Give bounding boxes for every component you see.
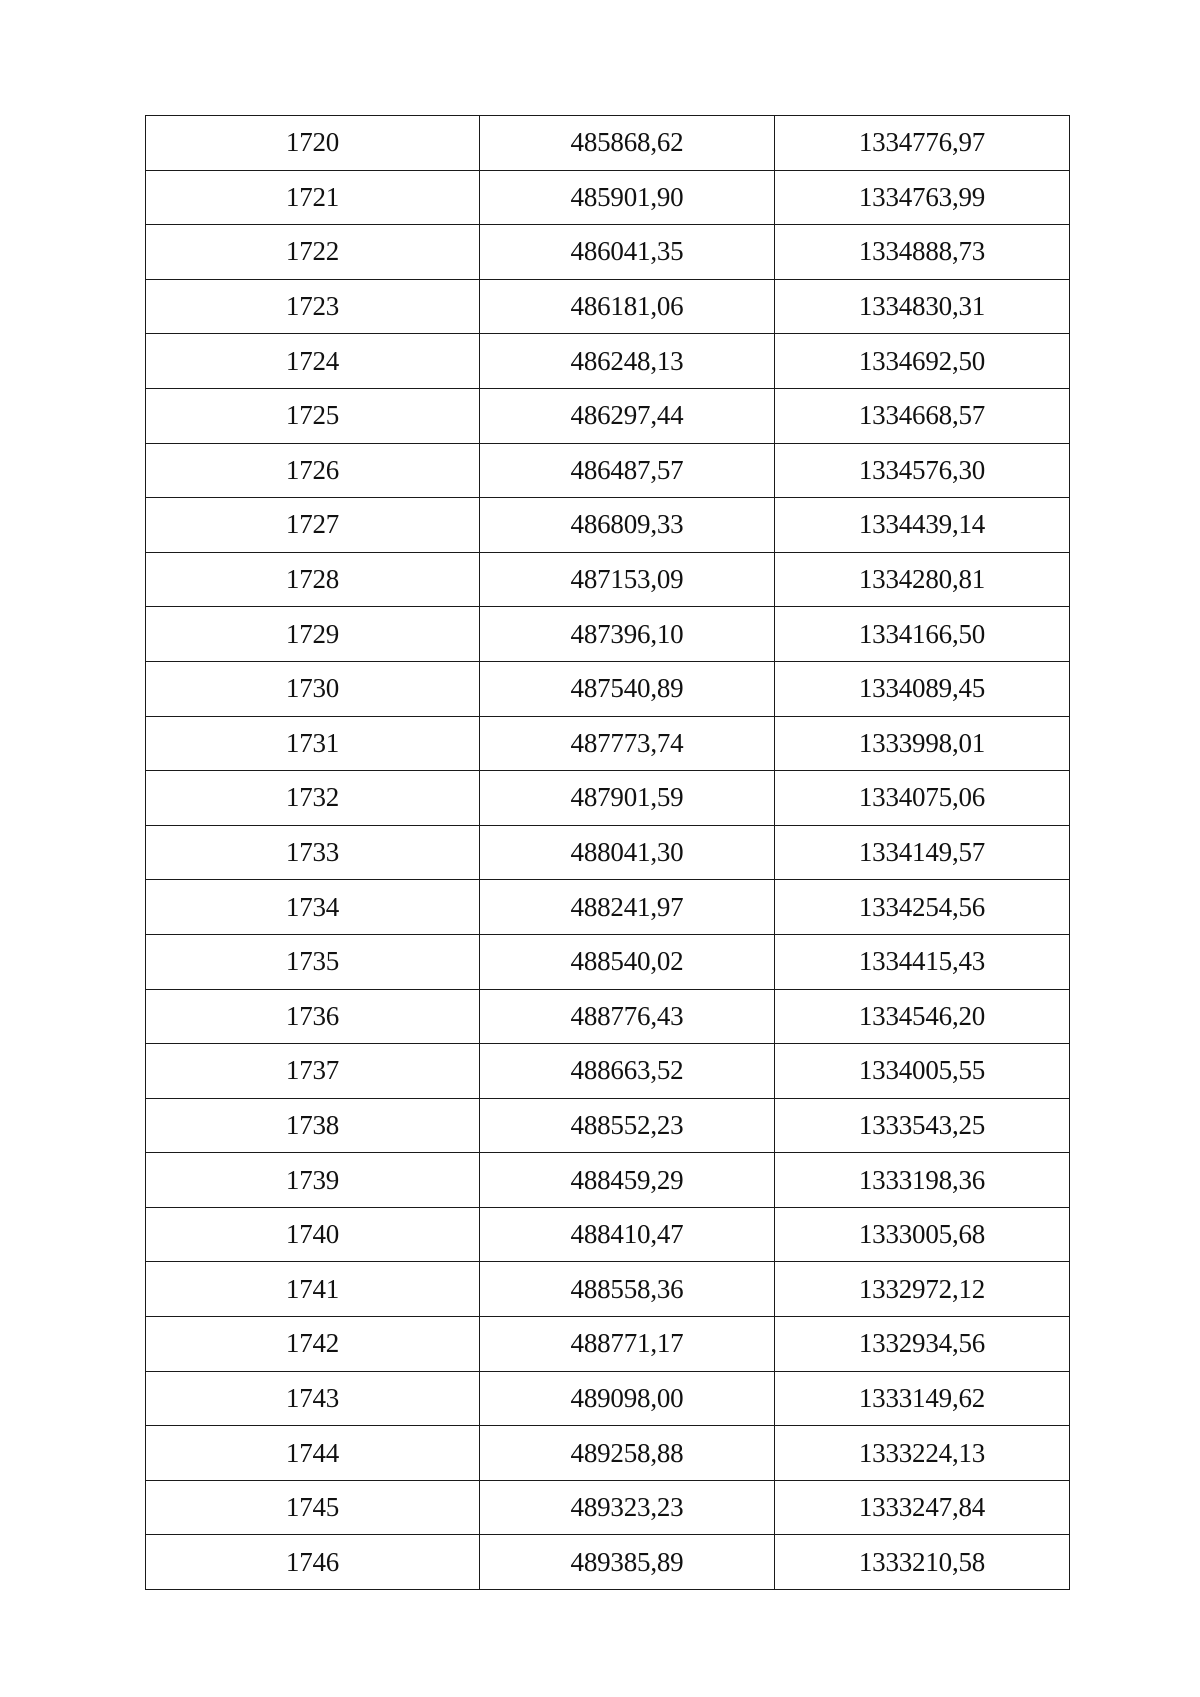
- point-number-cell: 1730: [146, 661, 480, 716]
- y-coordinate-cell: 1334075,06: [775, 771, 1070, 826]
- x-coordinate-cell: 485868,62: [480, 116, 775, 171]
- x-coordinate-cell: 489098,00: [480, 1371, 775, 1426]
- x-coordinate-cell: 488776,43: [480, 989, 775, 1044]
- y-coordinate-cell: 1334692,50: [775, 334, 1070, 389]
- point-number-cell: 1740: [146, 1207, 480, 1262]
- table-row: [146, 934, 1070, 989]
- table-row: [146, 498, 1070, 553]
- x-coordinate-cell: 488459,29: [480, 1153, 775, 1208]
- x-coordinate-cell: 488410,47: [480, 1207, 775, 1262]
- point-number-cell: 1722: [146, 225, 480, 280]
- point-number-cell: 1742: [146, 1317, 480, 1372]
- x-coordinate-cell: 488540,02: [480, 934, 775, 989]
- y-coordinate-cell: 1334005,55: [775, 1044, 1070, 1099]
- point-number-cell: 1724: [146, 334, 480, 389]
- x-coordinate-cell: 489258,88: [480, 1426, 775, 1481]
- point-number-cell: 1743: [146, 1371, 480, 1426]
- table-row: [146, 880, 1070, 935]
- y-coordinate-cell: 1334089,45: [775, 661, 1070, 716]
- point-number-cell: 1732: [146, 771, 480, 826]
- table-row: [146, 443, 1070, 498]
- table-row: [146, 1044, 1070, 1099]
- x-coordinate-cell: 488663,52: [480, 1044, 775, 1099]
- x-coordinate-cell: 486041,35: [480, 225, 775, 280]
- point-number-cell: 1729: [146, 607, 480, 662]
- point-number-cell: 1726: [146, 443, 480, 498]
- point-number-cell: 1733: [146, 825, 480, 880]
- y-coordinate-cell: 1333210,58: [775, 1535, 1070, 1590]
- point-number-cell: 1731: [146, 716, 480, 771]
- y-coordinate-cell: 1334668,57: [775, 388, 1070, 443]
- x-coordinate-cell: 488558,36: [480, 1262, 775, 1317]
- table-row: [146, 716, 1070, 771]
- x-coordinate-cell: 487901,59: [480, 771, 775, 826]
- coordinates-table-body: [146, 116, 1070, 1590]
- y-coordinate-cell: 1334763,99: [775, 170, 1070, 225]
- table-row: [146, 279, 1070, 334]
- point-number-cell: 1721: [146, 170, 480, 225]
- y-coordinate-cell: 1334888,73: [775, 225, 1070, 280]
- point-number-cell: 1725: [146, 388, 480, 443]
- point-number-cell: 1739: [146, 1153, 480, 1208]
- table-row: [146, 989, 1070, 1044]
- point-number-cell: 1745: [146, 1480, 480, 1535]
- point-number-cell: 1744: [146, 1426, 480, 1481]
- y-coordinate-cell: 1334280,81: [775, 552, 1070, 607]
- y-coordinate-cell: 1333543,25: [775, 1098, 1070, 1153]
- y-coordinate-cell: 1333005,68: [775, 1207, 1070, 1262]
- x-coordinate-cell: 487773,74: [480, 716, 775, 771]
- table-row: [146, 661, 1070, 716]
- point-number-cell: 1738: [146, 1098, 480, 1153]
- y-coordinate-cell: 1334149,57: [775, 825, 1070, 880]
- x-coordinate-cell: 487153,09: [480, 552, 775, 607]
- y-coordinate-cell: 1334776,97: [775, 116, 1070, 171]
- y-coordinate-cell: 1334254,56: [775, 880, 1070, 935]
- coordinates-table: [145, 115, 1070, 1590]
- table-row: [146, 825, 1070, 880]
- table-row: [146, 1098, 1070, 1153]
- x-coordinate-cell: 486809,33: [480, 498, 775, 553]
- table-row: [146, 607, 1070, 662]
- table-row: [146, 1480, 1070, 1535]
- x-coordinate-cell: 485901,90: [480, 170, 775, 225]
- x-coordinate-cell: 488552,23: [480, 1098, 775, 1153]
- y-coordinate-cell: 1334439,14: [775, 498, 1070, 553]
- y-coordinate-cell: 1333224,13: [775, 1426, 1070, 1481]
- y-coordinate-cell: 1334546,20: [775, 989, 1070, 1044]
- x-coordinate-cell: 489323,23: [480, 1480, 775, 1535]
- y-coordinate-cell: 1333149,62: [775, 1371, 1070, 1426]
- point-number-cell: 1728: [146, 552, 480, 607]
- point-number-cell: 1723: [146, 279, 480, 334]
- point-number-cell: 1746: [146, 1535, 480, 1590]
- point-number-cell: 1720: [146, 116, 480, 171]
- y-coordinate-cell: 1334576,30: [775, 443, 1070, 498]
- y-coordinate-cell: 1333998,01: [775, 716, 1070, 771]
- x-coordinate-cell: 489385,89: [480, 1535, 775, 1590]
- table-row: [146, 1317, 1070, 1372]
- table-row: [146, 1262, 1070, 1317]
- x-coordinate-cell: 486248,13: [480, 334, 775, 389]
- y-coordinate-cell: 1333198,36: [775, 1153, 1070, 1208]
- x-coordinate-cell: 488771,17: [480, 1317, 775, 1372]
- x-coordinate-cell: 486181,06: [480, 279, 775, 334]
- x-coordinate-cell: 487396,10: [480, 607, 775, 662]
- x-coordinate-cell: 487540,89: [480, 661, 775, 716]
- y-coordinate-cell: 1334830,31: [775, 279, 1070, 334]
- table-row: [146, 1153, 1070, 1208]
- y-coordinate-cell: 1334415,43: [775, 934, 1070, 989]
- y-coordinate-cell: 1334166,50: [775, 607, 1070, 662]
- table-row: [146, 1371, 1070, 1426]
- x-coordinate-cell: 486297,44: [480, 388, 775, 443]
- table-row: [146, 116, 1070, 171]
- point-number-cell: 1727: [146, 498, 480, 553]
- x-coordinate-cell: 488041,30: [480, 825, 775, 880]
- x-coordinate-cell: 488241,97: [480, 880, 775, 935]
- table-row: [146, 552, 1070, 607]
- point-number-cell: 1736: [146, 989, 480, 1044]
- table-row: [146, 170, 1070, 225]
- x-coordinate-cell: 486487,57: [480, 443, 775, 498]
- table-row: [146, 1535, 1070, 1590]
- y-coordinate-cell: 1332972,12: [775, 1262, 1070, 1317]
- table-row: [146, 334, 1070, 389]
- point-number-cell: 1741: [146, 1262, 480, 1317]
- table-row: [146, 1426, 1070, 1481]
- table-row: [146, 225, 1070, 280]
- point-number-cell: 1734: [146, 880, 480, 935]
- table-row: [146, 771, 1070, 826]
- point-number-cell: 1735: [146, 934, 480, 989]
- y-coordinate-cell: 1333247,84: [775, 1480, 1070, 1535]
- y-coordinate-cell: 1332934,56: [775, 1317, 1070, 1372]
- point-number-cell: 1737: [146, 1044, 480, 1099]
- table-row: [146, 388, 1070, 443]
- table-row: [146, 1207, 1070, 1262]
